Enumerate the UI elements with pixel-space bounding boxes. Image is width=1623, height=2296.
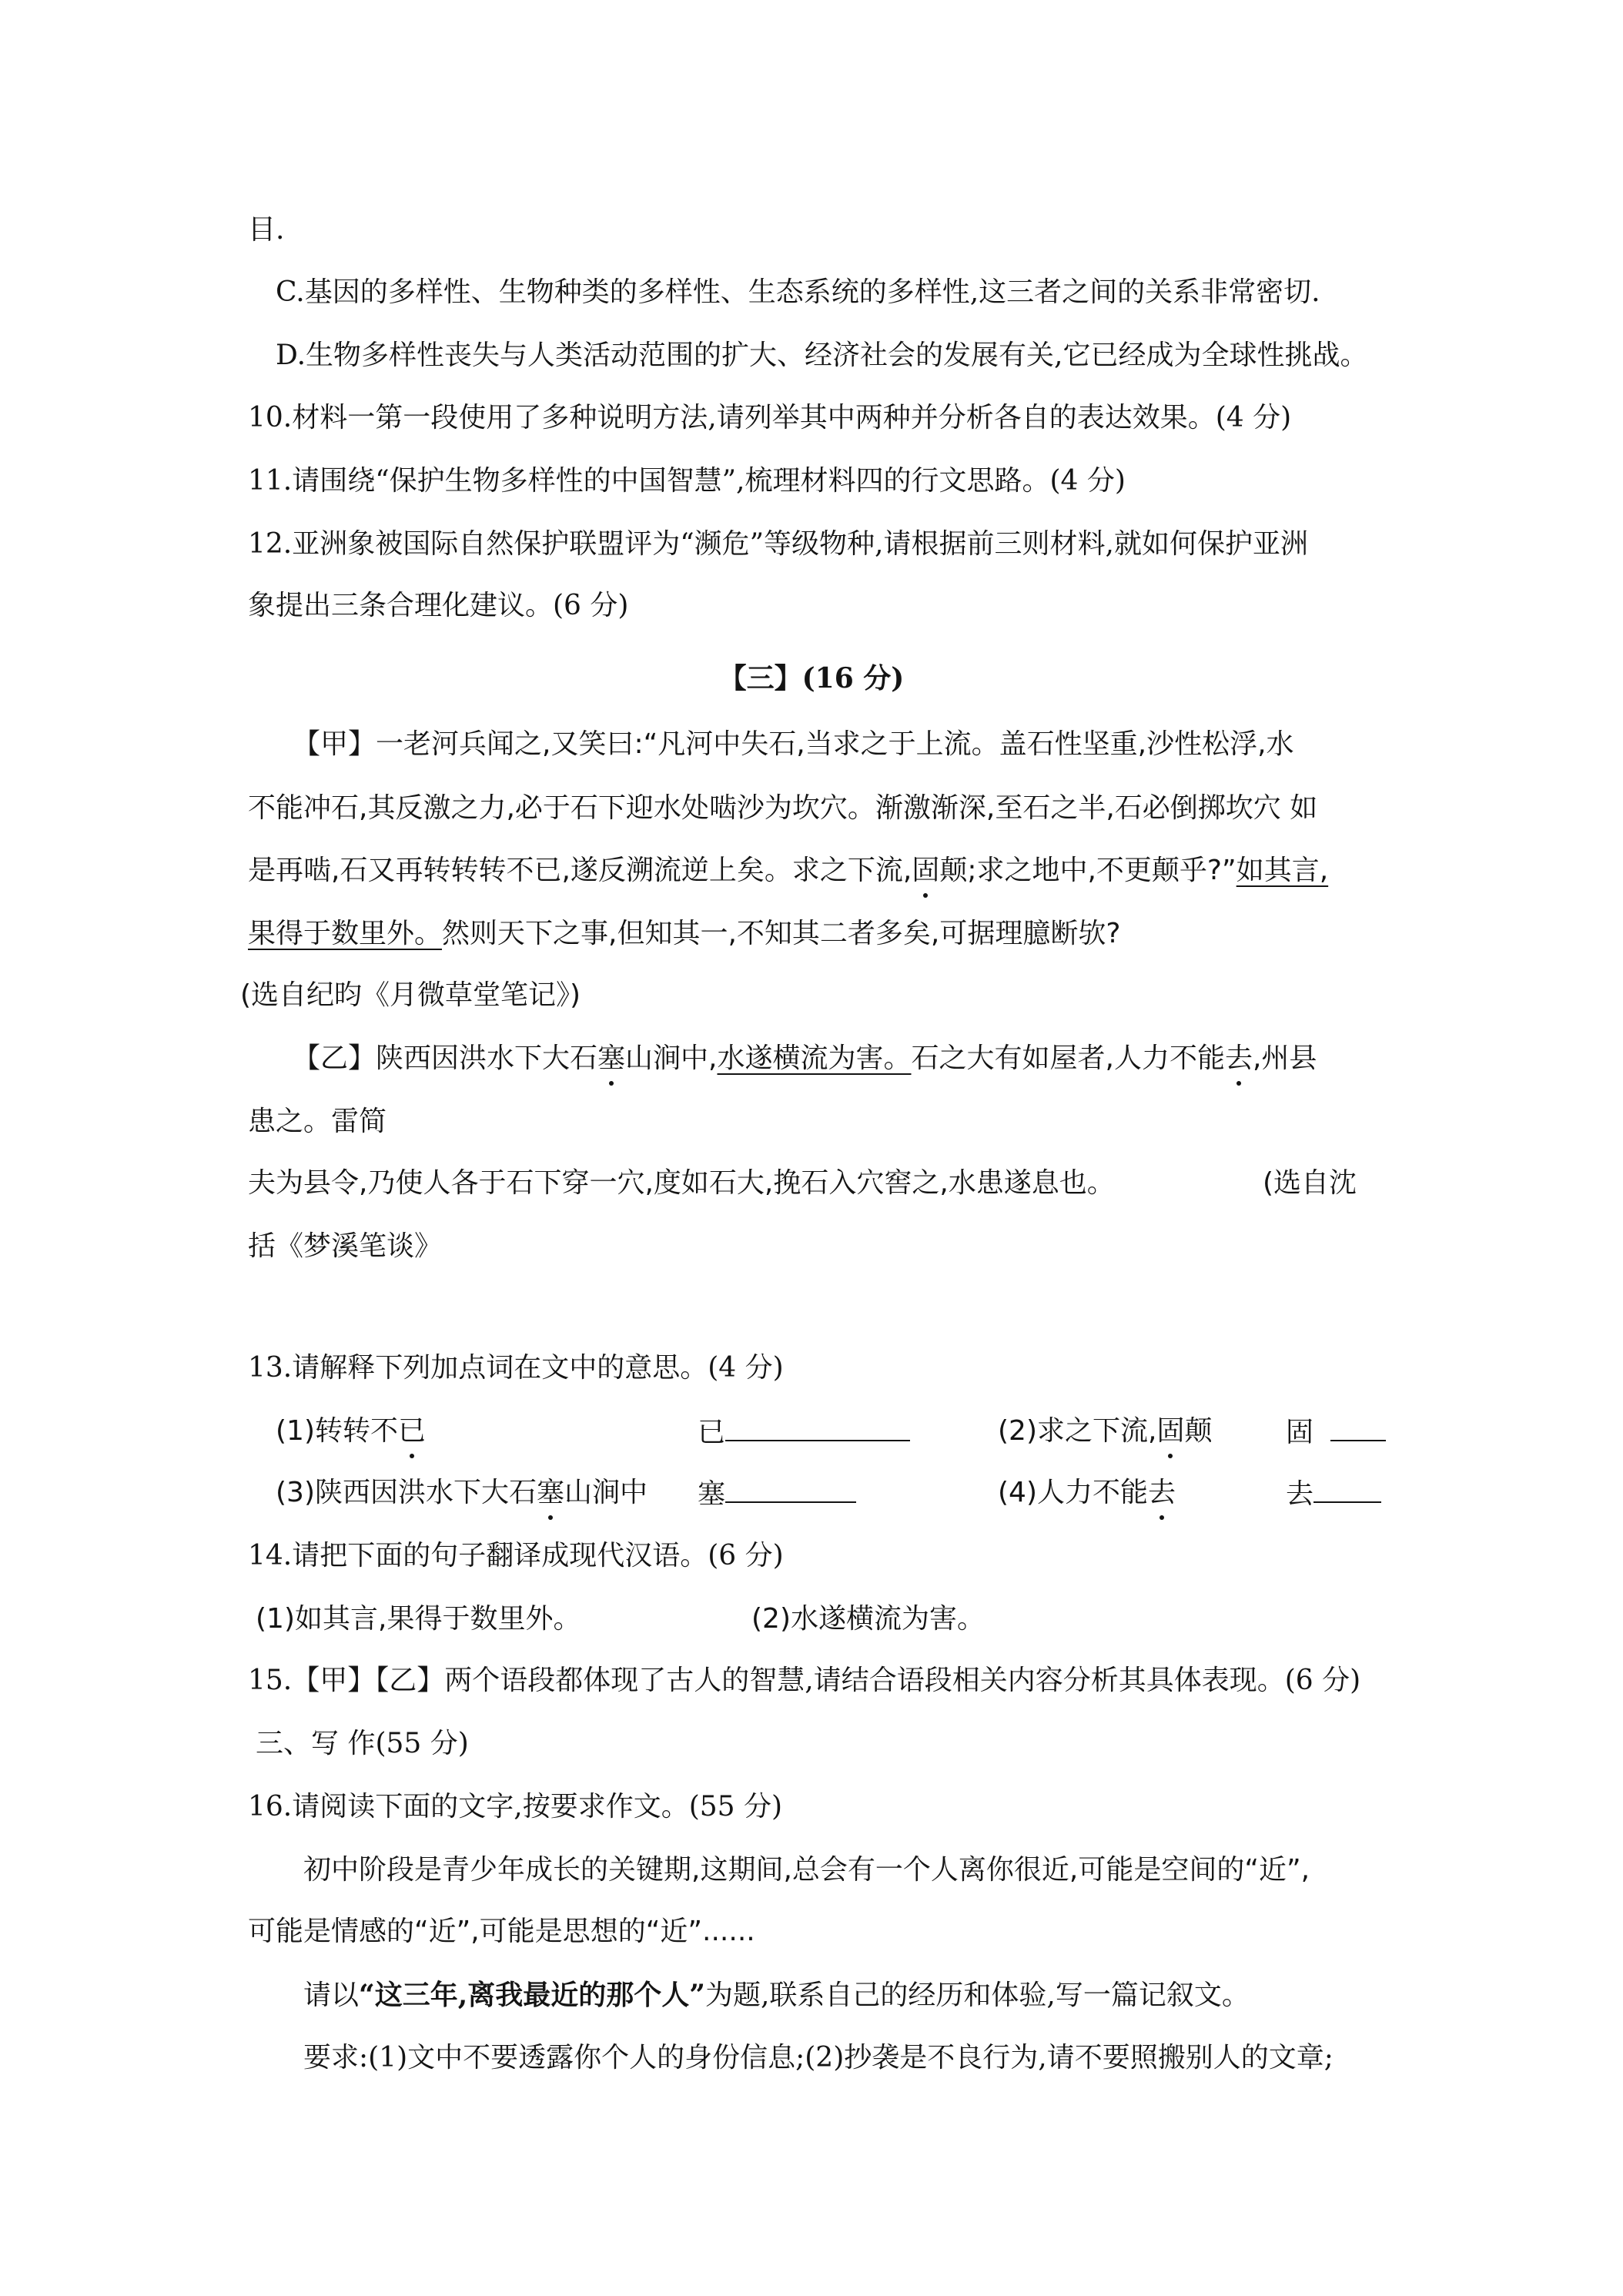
q13-answer-4-blank[interactable]: [1313, 1474, 1381, 1503]
passage-yi-text-d: ,州县: [1252, 1043, 1317, 1074]
q13-item-1-text: (1)转转不: [276, 1415, 398, 1447]
question-15: 15.【甲】【乙】两个语段都体现了古人的智慧,请结合语段相关内容分析其具体表现。(6 分): [248, 1665, 1361, 1696]
passage-yi-text-a: 【乙】陕西因洪水下大石: [293, 1043, 598, 1074]
question-10: 10.材料一第一段使用了多种说明方法,请列举其中两种并分析各自的表达效果。(4 分): [248, 402, 1292, 433]
passage-yi-line-3: 夫为县令,乃使人各于石下穿一穴,度如石大,挽石入穴窖之,水患遂息也。: [248, 1167, 1115, 1199]
passage-yi-line-1: [293, 1039, 1317, 1078]
q13-answer-1-blank[interactable]: [725, 1412, 910, 1441]
section-3-title: 【三】(16 分): [718, 662, 905, 694]
dotted-word-sai: 塞: [597, 1039, 625, 1078]
q13-answer-3[interactable]: [698, 1474, 856, 1514]
option-b-tail: 目.: [248, 214, 285, 246]
question-12-line-1: 12.亚洲象被国际自然保护联盟评为“濒危”等级物种,请根据前三则材料,就如何保护亚洲: [248, 528, 1308, 560]
q13-item-2-dotted: 固: [1156, 1412, 1184, 1451]
q13-answer-3-blank[interactable]: [725, 1474, 856, 1503]
q14-sentence-1: (1)如其言,果得于数里外。: [256, 1603, 581, 1635]
q16-topic-suffix: 为题,联系自己的经历和体验,写一篇记叙文。: [704, 1980, 1250, 2011]
q13-item-3-text: (3)陕西因洪水下大石: [276, 1477, 537, 1508]
q13-answer-2-word: 固: [1286, 1417, 1314, 1448]
q13-item-2: [998, 1412, 1212, 1451]
q13-item-3-text-2: 山涧中: [564, 1477, 648, 1508]
q13-answer-4-word: 去: [1286, 1478, 1314, 1510]
q14-sentence-2: (2)水遂横流为害。: [751, 1603, 985, 1635]
q13-item-4-dotted: 去: [1148, 1474, 1176, 1512]
underlined-sentence-1a: 如其言,: [1236, 855, 1329, 886]
passage-jia-line-4: [248, 915, 1120, 953]
passage-jia-source: (选自纪昀《月微草堂笔记》): [240, 979, 581, 1011]
q13-item-2-text-2: 颠: [1184, 1415, 1213, 1447]
passage-jia-line-1: 【甲】一老河兵闻之,又笑曰:“凡河中失石,当求之于上流。盖石性坚重,沙性松浮,水: [293, 728, 1294, 760]
q13-answer-2-blank[interactable]: [1330, 1412, 1386, 1441]
passage-yi-text-b: 山涧中,: [625, 1043, 718, 1074]
q13-answer-2[interactable]: [1286, 1412, 1386, 1452]
option-c: C.基因的多样性、生物种类的多样性、生态系统的多样性,这三者之间的关系非常密切.: [276, 276, 1320, 308]
passage-yi-source-end: 括《梦溪笔谈》: [248, 1230, 443, 1262]
q16-topic-prefix: 请以: [303, 1980, 360, 2011]
q16-topic-line: [303, 1976, 1250, 2015]
question-13-stem: 13.请解释下列加点词在文中的意思。(4 分): [248, 1352, 784, 1384]
q16-requirements: 要求:(1)文中不要透露你个人的身份信息;(2)抄袭是不良行为,请不要照搬别人的文章;: [303, 2042, 1334, 2073]
question-11: 11.请围绕“保护生物多样性的中国智慧”,梳理材料四的行文思路。(4 分): [248, 465, 1126, 497]
underlined-sentence-1b: 果得于数里外。: [248, 918, 443, 949]
q13-item-3-dotted: 塞: [537, 1474, 564, 1512]
passage-jia-line-4-text: 然则天下之事,但知其一,不知其二者多矣,可据理臆断欤?: [442, 918, 1121, 949]
q13-item-4-text: (4)人力不能: [998, 1477, 1148, 1508]
q13-answer-4[interactable]: [1286, 1474, 1381, 1514]
dotted-word-gu: 固: [912, 852, 939, 890]
question-12-line-2: 象提出三条合理化建议。(6 分): [248, 590, 629, 621]
q13-item-1: [276, 1412, 426, 1451]
passage-yi-source-start: (选自沈: [1263, 1167, 1357, 1199]
passage-jia-line-3: [248, 852, 1328, 890]
q16-prompt-line-1: 初中阶段是青少年成长的关键期,这期间,总会有一个人离你很近,可能是空间的“近”,: [303, 1854, 1310, 1886]
q13-answer-1[interactable]: [698, 1412, 910, 1452]
q13-item-3: [276, 1474, 648, 1512]
q13-item-2-text: (2)求之下流,: [998, 1415, 1157, 1447]
q13-item-4: [998, 1474, 1176, 1512]
q16-essay-title: “这三年,离我最近的那个人”: [359, 1979, 705, 2011]
underlined-sentence-2: 水遂横流为害。: [717, 1043, 912, 1074]
q13-answer-3-word: 塞: [698, 1478, 726, 1510]
passage-yi-line-2: 患之。雷简: [248, 1106, 387, 1137]
option-d: D.生物多样性丧失与人类活动范围的扩大、经济社会的发展有关,它已经成为全球性挑战。: [276, 340, 1368, 371]
q13-item-1-dotted: 已: [398, 1412, 426, 1451]
passage-jia-line-3-text-2: 颠;求之地中,不更颠乎?”: [939, 855, 1236, 886]
dotted-word-qu: 去: [1225, 1039, 1253, 1078]
part-3-title: 三、写 作(55 分): [256, 1728, 469, 1759]
q16-prompt-line-2: 可能是情感的“近”,可能是思想的“近”......: [248, 1916, 755, 1947]
passage-yi-text-c: 石之大有如屋者,人力不能: [911, 1043, 1225, 1074]
q13-answer-1-word: 已: [698, 1417, 726, 1448]
question-14-stem: 14.请把下面的句子翻译成现代汉语。(6 分): [248, 1540, 784, 1571]
passage-jia-line-2: 不能冲石,其反激之力,必于石下迎水处啮沙为坎穴。渐激渐深,至石之半,石必倒掷坎穴 如: [248, 792, 1318, 824]
passage-jia-line-3-text: 是再啮,石又再转转转不已,遂反溯流逆上矣。求之下流,: [248, 855, 912, 886]
question-16-stem: 16.请阅读下面的文字,按要求作文。(55 分): [248, 1791, 783, 1822]
